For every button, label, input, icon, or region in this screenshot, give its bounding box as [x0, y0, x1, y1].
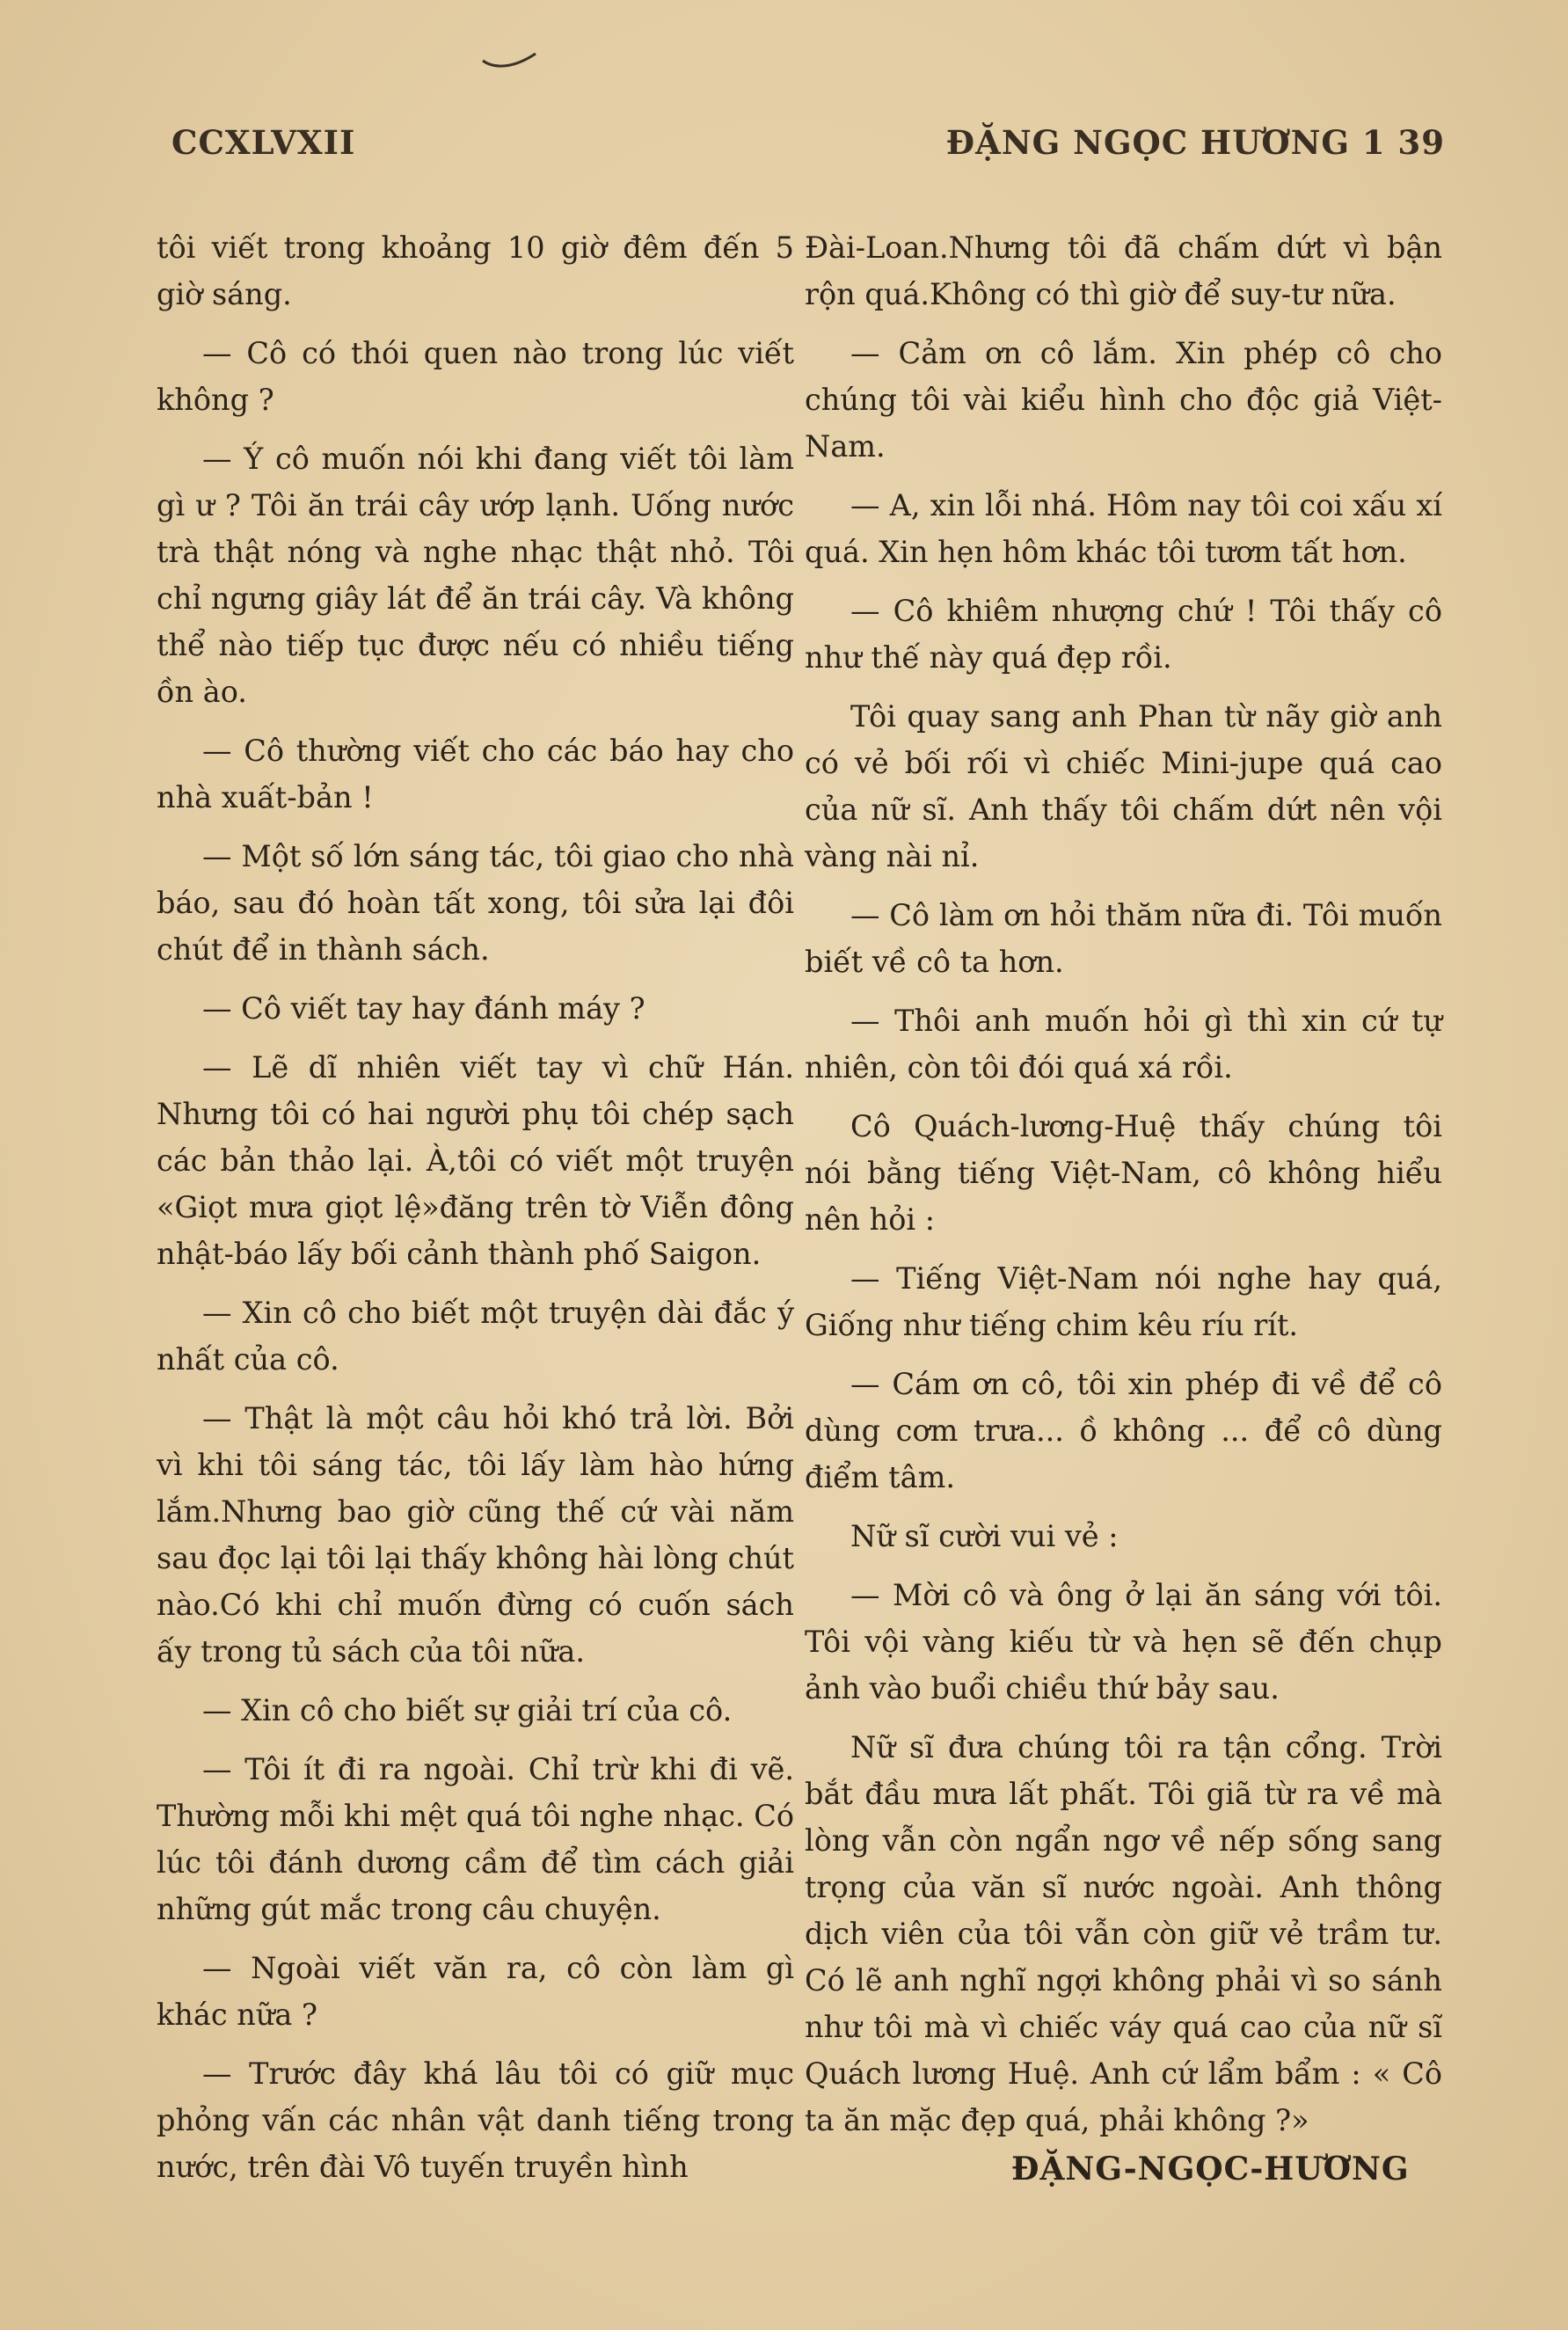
- running-title: ĐẶNG NGỌC HƯƠNG 1 39: [945, 123, 1445, 162]
- paragraph: — Xin cô cho biết một truyện dài đắc ý nhất của cô.: [157, 1296, 794, 1377]
- paragraph: — Trước đây khá lâu tôi có giữ mục phỏng vấn các nhân vật danh tiếng trong nước, trên đài Vô tuyến truyền hình: [157, 2056, 794, 2184]
- paragraph: — Thật là một câu hỏi khó trả lời. Bởi vì khi tôi sáng tác, tôi lấy làm hào hứng lắm.Nhưng bao giờ cũng thế cứ vài năm sau đọc lại tôi lại thấy không hài lòng chút nào.Có khi chỉ muốn đừng có cuốn sách ấy trong tủ sách của tôi nữa.: [157, 1401, 794, 1669]
- page-header: [171, 123, 1445, 176]
- paragraph: — Tiếng Việt-Nam nói nghe hay quá, Giống như tiếng chim kêu ríu rít.: [805, 1261, 1442, 1342]
- paragraph: — Cô thường viết cho các báo hay cho nhà xuất-bản !: [157, 734, 794, 814]
- paragraph: — Một số lớn sáng tác, tôi giao cho nhà báo, sau đó hoàn tất xong, tôi sửa lại đôi chút để in thành sách.: [157, 839, 794, 967]
- paragraph: Đài-Loan.Nhưng tôi đã chấm dứt vì bận rộn quá.Không có thì giờ để suy-tư nữa.: [805, 230, 1442, 311]
- author-signature: ĐẶNG-NGỌC-HƯƠNG: [1011, 2151, 1410, 2188]
- paragraph: — Xin cô cho biết sự giải trí của cô.: [202, 1693, 733, 1727]
- paragraph: — Thôi anh muốn hỏi gì thì xin cứ tự nhiên, còn tôi đói quá xá rồi.: [805, 1004, 1442, 1085]
- paragraph: — Mời cô và ông ở lại ăn sáng với tôi. Tôi vội vàng kiếu từ và hẹn sẽ đến chụp ảnh vào buổi chiều thứ bảy sau.: [805, 1578, 1442, 1706]
- paragraph: — Lẽ dĩ nhiên viết tay vì chữ Hán. Nhưng tôi có hai người phụ tôi chép sạch các bản thảo lại. À,tôi có viết một truyện «Giọt mưa giọt lệ»đăng trên tờ Viễn đông nhật-báo lấy bối cảnh thành phố Saigon.: [157, 1050, 794, 1271]
- paragraph: — Ngoài viết văn ra, cô còn làm gì khác nữa ?: [157, 1951, 794, 2032]
- paragraph: — Cô khiêm nhượng chứ ! Tôi thấy cô như thế này quá đẹp rồi.: [805, 594, 1442, 675]
- paragraph: — Cô có thói quen nào trong lúc viết không ?: [157, 336, 794, 417]
- paragraph: — Tôi ít đi ra ngoài. Chỉ trừ khi đi vẽ. Thường mỗi khi mệt quá tôi nghe nhạc. Có lúc tôi đánh dương cầm để tìm cách giải những gút mắc trong câu chuyện.: [157, 1752, 794, 1926]
- paragraph: Nữ sĩ cười vui vẻ :: [850, 1519, 1119, 1553]
- paragraph: — Cô viết tay hay đánh máy ?: [202, 991, 645, 1026]
- paragraph: Cô Quách-lương-Huệ thấy chúng tôi nói bằng tiếng Việt-Nam, cô không hiểu nên hỏi :: [805, 1109, 1442, 1237]
- paragraph: — Cảm ơn cô lắm. Xin phép cô cho chúng tôi vài kiểu hình cho độc giả Việt-Nam.: [805, 336, 1442, 464]
- ink-mark-icon: [479, 48, 541, 75]
- right-column: [805, 224, 1442, 2156]
- paragraph: — A, xin lỗi nhá. Hôm nay tôi coi xấu xí quá. Xin hẹn hôm khác tôi tươm tất hơn.: [805, 488, 1442, 569]
- section-number: CCXLVXII: [171, 123, 356, 162]
- paragraph: — Ý cô muốn nói khi đang viết tôi làm gì ư ? Tôi ăn trái cây ướp lạnh. Uống nước trà thật nóng và nghe nhạc thật nhỏ. Tôi chỉ ngưng giây lát để ăn trái cây. Và không thể nào tiếp tục được nếu có nhiều tiếng ồn ào.: [157, 442, 794, 709]
- paragraph: Tôi quay sang anh Phan từ nãy giờ anh có vẻ bối rối vì chiếc Mini-jupe quá cao của nữ sĩ. Anh thấy tôi chấm dứt nên vội vàng nài nỉ.: [805, 699, 1442, 873]
- paragraph: Nữ sĩ đưa chúng tôi ra tận cổng. Trời bắt đầu mưa lất phất. Tôi giã từ ra về mà lòng vẫn còn ngẩn ngơ về nếp sống sang trọng của văn sĩ nước ngoài. Anh thông dịch viên của tôi vẫn còn giữ vẻ trầm tư. Có lẽ anh nghĩ ngợi không phải vì so sánh như tôi mà vì chiếc váy quá cao của nữ sĩ Quách lương Huệ. Anh cứ lẩm bẩm : « Cô ta ăn mặc đẹp quá, phải không ?»: [805, 1730, 1442, 2137]
- paragraph: tôi viết trong khoảng 10 giờ đêm đến 5 giờ sáng.: [157, 230, 794, 311]
- paragraph: — Cô làm ơn hỏi thăm nữa đi. Tôi muốn biết về cô ta hơn.: [805, 898, 1442, 979]
- left-column: [157, 224, 794, 2202]
- paragraph: — Cám ơn cô, tôi xin phép đi về để cô dùng cơm trưa... ồ không ... để cô dùng điểm tâm.: [805, 1367, 1442, 1494]
